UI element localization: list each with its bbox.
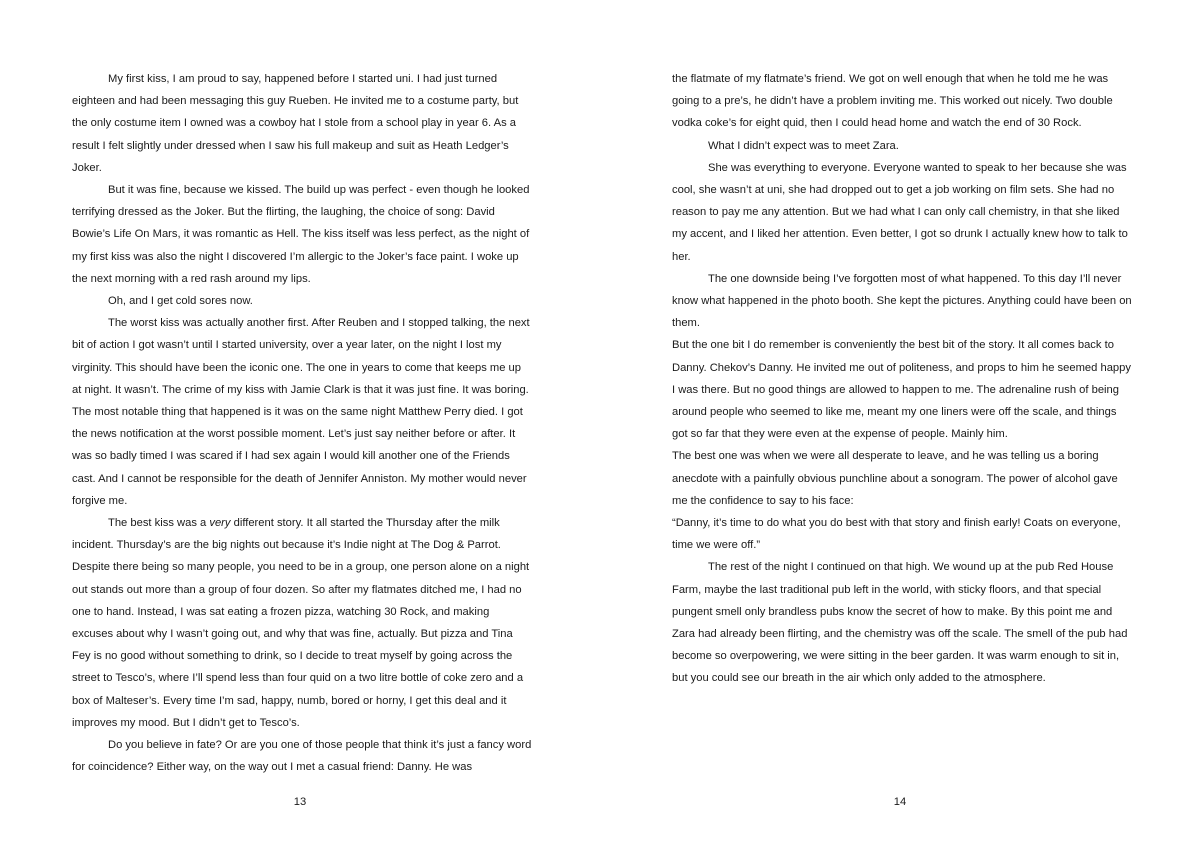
page-number: 14 bbox=[893, 796, 907, 808]
paragraph: But it was fine, because we kissed. The build up was perfect - even though he looked terrifying dressed as the Joker. But the flirting, the laughing, the choice of song: David Bowie’s Life On Mars, it was romantic as Hell. The kiss itself was less perfect, as the night of my first kiss was also the night I discovered I’m allergic to the Joker’s face paint. I woke up the next morning with a red rash around my lips. bbox=[72, 184, 530, 285]
paragraph: What I didn’t expect was to meet Zara. bbox=[708, 139, 899, 152]
paragraph: The worst kiss was actually another first. After Reuben and I stopped talking, the next bit of action I got wasn’t until I started university, over a year later, on the night I lost my virginity. This should have been the iconic one. The one in years to come that keeps me up at night. It wasn’t. The crime of my kiss with Jamie Clark is that it was just fine. It was boring. The most notable thing that happened is it was on the same night Matthew Perry died. I got the news notification at the worst possible moment. Let’s just say neither before or after. It was so badly timed I was scared if I had sex again I would kill another one of the Friends cast. And I cannot be responsible for the death of Jennifer Anniston. My mother would never forgive me. bbox=[72, 317, 530, 507]
emphasis-text: very bbox=[209, 517, 231, 530]
left-page-text bbox=[72, 68, 532, 779]
paragraph: The one downside being I’ve forgotten most of what happened. To this day I’ll never know what happened in the photo booth. She kept the pictures. Anything could have been on them. bbox=[672, 272, 1132, 330]
paragraph: Do you believe in fate? Or are you one of those people that think it’s just a fancy word for coincidence? Either way, on the way out I met a casual friend: Danny. He was bbox=[72, 739, 532, 774]
paragraph-text: different story. It all started the Thursday after the milk incident. Thursday’s are the big nights out because it’s Indie night at The Dog & Parrot. Despite there being so many people, you need to be in a group, one person alone on a night out stands out more than a group of four dozen. So after my flatmates ditched me, I had no one to hand. Instead, I was sat eating a frozen pizza, watching 30 Rock, and making excuses about why I wasn’t going out, and why that was fine, actually. But pizza and Tina Fey is no good without something to drink, so I decide to treat myself by going across the street to Tesco’s, where I’ll spend less than four quid on a two litre bottle of coke zero and a box of Malteser’s. Every time I’m sad, happy, numb, bored or horny, I get this deal and it improves my mood. But I didn’t get to Tesco’s. bbox=[72, 517, 530, 729]
paragraph: the flatmate of my flatmate’s friend. We got on well enough that when he told me he was going to a pre’s, he didn’t have a problem inviting me. This worked out nicely. Two double vodka coke’s for eight quid, then I could head home and watch the end of 30 Rock. bbox=[672, 73, 1113, 130]
paragraph: The best one was when we were all desperate to leave, and he was telling us a boring anecdote with a painfully obvious punchline about a sonogram. The power of alcohol gave me the confidence to say to his face: bbox=[672, 450, 1118, 507]
right-page-text bbox=[672, 68, 1132, 690]
paragraph bbox=[72, 512, 532, 734]
page-number: 13 bbox=[293, 796, 307, 808]
right-page bbox=[600, 0, 1200, 849]
paragraph: My first kiss, I am proud to say, happened before I started uni. I had just turned eighteen and had been messaging this guy Rueben. He invited me to a costume party, but the only costume item I owned was a cowboy hat I stole from a school play in year 6. As a result I felt slightly under dressed when I saw his full makeup and suit as Heath Ledger’s Joker. bbox=[72, 73, 519, 174]
paragraph: But the one bit I do remember is conveniently the best bit of the story. It all comes back to Danny. Chekov’s Danny. He invited me out of politeness, and props to him he seemed happy I was there. But no good things are allowed to happen to me. The adrenaline rush of being around people who seemed to like me, meant my one liners were off the scale, and things got so far that they were even at the expense of people. Mainly him. bbox=[672, 339, 1131, 441]
paragraph: The rest of the night I continued on that high. We wound up at the pub Red House Farm, maybe the last traditional pub left in the world, with sticky floors, and that special pungent smell only brandless pubs know the secret of how to make. By this point me and Zara had already been flirting, and the chemistry was off the scale. The smell of the pub had become so overpowering, we were sitting in the beer garden. It was warm enough to sit in, but you could see our breath in the air which only added to the atmosphere. bbox=[672, 561, 1128, 685]
paragraph: Oh, and I get cold sores now. bbox=[108, 295, 253, 308]
paragraph-text: The best kiss was a bbox=[108, 517, 210, 530]
paragraph: “Danny, it’s time to do what you do best with that story and finish early! Coats on everyone, time we were off.” bbox=[672, 517, 1121, 552]
paragraph: She was everything to everyone. Everyone wanted to speak to her because she was cool, she wasn’t at uni, she had dropped out to get a job working on film sets. She had no reason to pay me any attention. But we had what I can only call chemistry, in that she liked my accent, and I liked her attention. Even better, I got so drunk I actually knew how to talk to her. bbox=[672, 161, 1128, 263]
